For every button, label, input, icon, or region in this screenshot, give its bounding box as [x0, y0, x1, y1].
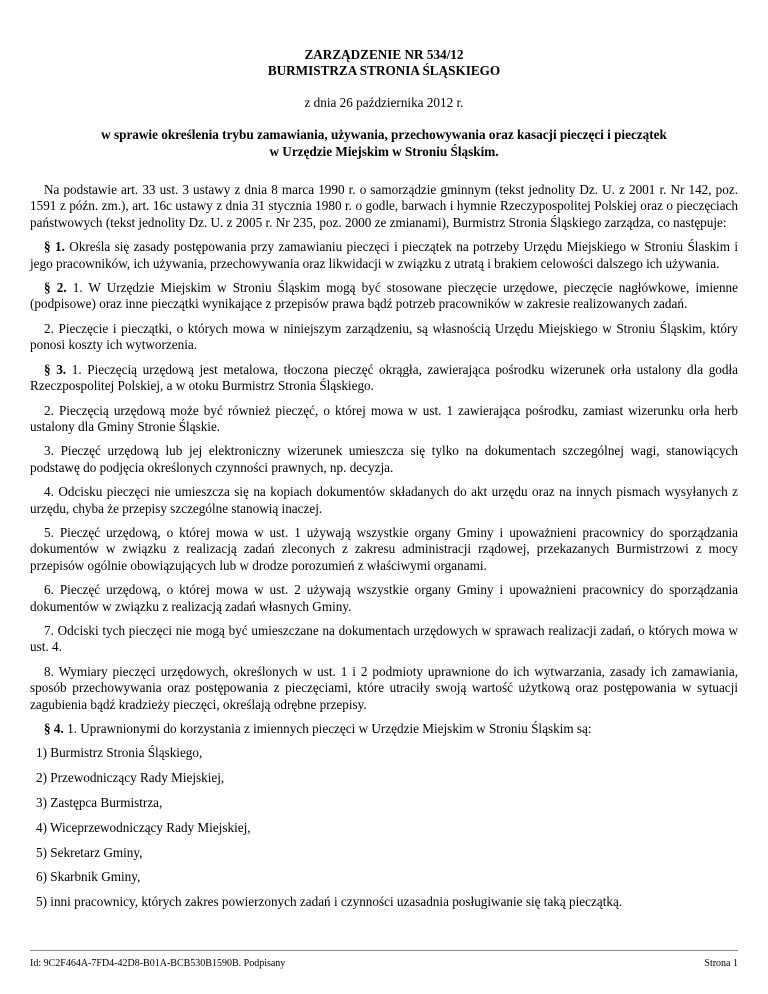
authorized-persons-list	[30, 745, 738, 910]
list-item: 6) Skarbnik Gminy,	[36, 869, 141, 885]
paragraph-text: 2. Pieczęcią urzędową może być również pieczęć, o której mowa w ust. 1 zawierająca pośrodku, zamiast wizerunku orła herb ustalony dla Gminy Stronie Śląskie.	[30, 402, 738, 434]
list-item: 1) Burmistrz Stronia Śląskiego,	[36, 745, 203, 761]
paragraph	[30, 582, 738, 615]
paragraph	[30, 239, 738, 272]
footer-divider	[30, 950, 738, 951]
paragraph	[30, 403, 738, 436]
list-item: 5) Sekretarz Gminy,	[36, 844, 143, 860]
paragraph-mark: § 4.	[44, 721, 64, 736]
subject-line-1: w sprawie określenia trybu zamawiania, używania, przechowywania oraz kasacji pieczęci i pieczątek	[101, 127, 667, 143]
list-item: 2) Przewodniczący Rady Miejskiej,	[36, 770, 225, 786]
paragraph	[30, 362, 738, 395]
paragraph-mark: § 1.	[44, 239, 65, 255]
paragraph	[30, 664, 738, 713]
paragraph-text: 1. Uprawnionymi do korzystania z imiennych pieczęci w Urzędzie Miejskim w Stroniu Śląskim są:	[63, 721, 592, 736]
paragraph-text: Określa się zasady postępowania przy zamawianiu pieczęci i pieczątek na potrzeby Urzędu Miejskiego w Stroniu Ślaskim i jego pracowników, ich używania, przechowywania oraz likwidacji w związku z utratą i brakiem celowości dalszego ich używania.	[30, 239, 738, 271]
list-item: 5) inni pracownicy, których zakres powierzonych zadań i czynności uzasadnia posługiwanie się taką pieczątką.	[36, 894, 623, 910]
document-title	[30, 47, 738, 80]
paragraph	[30, 443, 738, 476]
paragraph	[30, 525, 738, 574]
paragraph-text: 7. Odciski tych pieczęci nie mogą być umieszczane na dokumentach urzędowych w sprawach realizacji zadań, o których mowa w ust. 4.	[30, 622, 738, 655]
title-line-2: BURMISTRZA STRONIA ŚLĄSKIEGO	[267, 63, 501, 79]
list-item: 3) Zastępca Burmistrza,	[36, 795, 163, 810]
page-number: Strona 1	[704, 958, 738, 969]
paragraph-text: 1. Pieczęcią urzędową jest metalowa, tłoczona pieczęć okrągła, zawierająca pośrodku wizerunek orła ustalony dla godła Rzeczpospolitej Polskiej, a w otoku Burmistrz Stronia Śląskiego.	[30, 361, 739, 394]
subject-line-2: w Urzędzie Miejskim w Stroniu Śląskim.	[269, 143, 499, 159]
list-item: 4) Wiceprzewodniczący Rady Miejskiej,	[36, 819, 251, 835]
paragraph	[30, 280, 738, 313]
paragraph-text: 5. Pieczęć urzędową, o której mowa w ust. 1 używają wszystkie organy Gminy i upoważnieni pracownicy do sporządzania dokumentów w związku z realizacją zadań zleconych z zakresu administracji rządowej, przekazanych Burmistrzowi z mocy przepisów ogólnie obowiązujących lub w drodze porozumień z właściwymi organami.	[30, 524, 738, 573]
paragraphs	[30, 239, 738, 737]
paragraph	[30, 623, 738, 656]
paragraph-text: 2. Pieczęcie i pieczątki, o których mowa w niniejszym zarządzeniu, są własnością Urzędu Miejskiego w Stroniu Śląskim, który ponosi koszty ich wytworzenia.	[30, 320, 738, 353]
document-date: z dnia 26 października 2012 r.	[304, 94, 464, 110]
title-line-1: ZARZĄDZENIE NR 534/12	[304, 47, 464, 62]
document-id: Id: 9C2F464A-7FD4-42D8-B01A-BCB530B1590B. Podpisany	[30, 958, 286, 969]
paragraph-text: 3. Pieczęć urzędową lub jej elektroniczny wizerunek umieszcza się tylko na dokumentach szczególnej wagi, stanowiących podstawę do podjęcia określonych czynności prawnych, np. decyzja.	[30, 443, 738, 475]
paragraph	[30, 484, 738, 517]
paragraph-mark: § 2.	[44, 280, 67, 296]
paragraph-text: 4. Odcisku pieczęci nie umieszcza się na kopiach dokumentów składanych do akt urzędu oraz na innych pismach wysyłanych z urzędu, chyba że przepisy szczególne stanowią inaczej.	[30, 484, 738, 516]
paragraph	[30, 721, 738, 737]
paragraph-text: 8. Wymiary pieczęci urzędowych, określonych w ust. 1 i 2 podmioty uprawnione do ich wytwarzania, zasady ich zamawiania, sposób przechowywania oraz postępowania z pieczęciami, które utraciły swoją wartość użytkową oraz postępowania w sytuacji zagubienia bądź kradzieży pieczęci, określają odrębne przepisy.	[30, 663, 738, 712]
legal-basis-paragraph: Na podstawie art. 33 ust. 3 ustawy z dnia 8 marca 1990 r. o samorządzie gminnym (tekst jednolity Dz. U. z 2001 r. Nr 142, poz. 1591 z późn. zm.), art. 16c ustawy z dnia 31 stycznia 1980 r. o godle, barwach i hymnie Rzeczypospolitej Polskiej oraz o pieczęciach państwowych (tekst jednolity Dz. U. z 2005 r. Nr 235, poz. 2000 ze zmianami), Burmistrz Stronia Śląskiego zarządza, co następuje:	[30, 182, 738, 230]
document-subject	[30, 127, 738, 160]
paragraph-text: 1. W Urzędzie Miejskim w Stroniu Śląskim mogą być stosowane pieczęcie urzędowe, pieczęcie nagłówkowe, imienne (podpisowe) oraz inne pieczątki wynikające z przepisów prawa bądź potrzeb pracowników w zakresie realizowanych zadań.	[30, 280, 739, 312]
paragraph-text: 6. Pieczęć urzędową, o której mowa w ust. 2 używają wszystkie organy Gminy i upoważnieni pracownicy do sporządzania dokumentów w związku z realizacją zadań własnych Gminy.	[30, 582, 738, 614]
paragraph-mark: § 3.	[44, 361, 67, 377]
document-body	[30, 47, 738, 919]
paragraph	[30, 321, 738, 354]
